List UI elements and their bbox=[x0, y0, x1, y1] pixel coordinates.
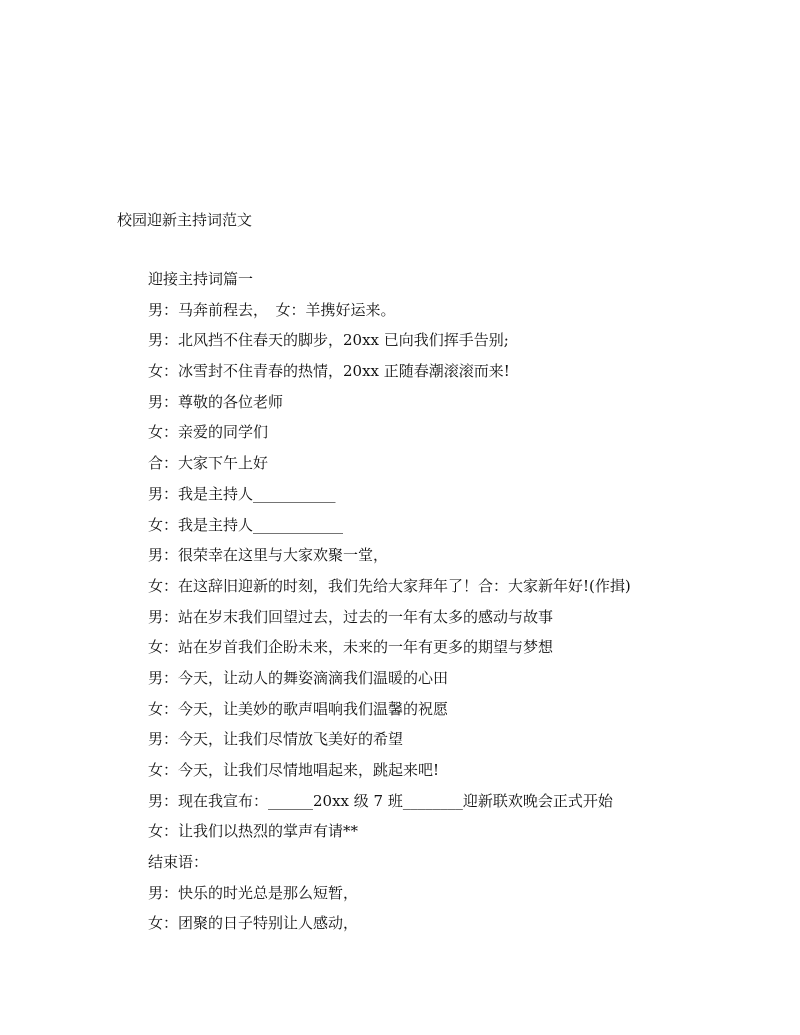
script-line: 女：让我们以热烈的掌声有请** bbox=[148, 822, 359, 841]
section-heading: 结束语： bbox=[148, 853, 209, 872]
script-line: 男：今天，让动人的舞姿滴滴我们温暖的心田 bbox=[148, 668, 449, 687]
script-line: 女：今天，让美妙的歌声唱响我们温馨的祝愿 bbox=[148, 699, 449, 718]
script-line: 女：站在岁首我们企盼未来，未来的一年有更多的期望与梦想 bbox=[148, 638, 554, 657]
script-line: 男：我是主持人___________ bbox=[148, 484, 336, 503]
script-line: 男：今天，让我们尽情放飞美好的希望 bbox=[148, 730, 404, 749]
script-line: 男：尊敬的各位老师 bbox=[148, 392, 284, 411]
script-line: 合：大家下午上好 bbox=[148, 454, 269, 473]
script-line: 男：快乐的时光总是那么短暂， bbox=[148, 883, 359, 902]
script-line: 男：很荣幸在这里与大家欢聚一堂， bbox=[148, 546, 389, 565]
script-line: 女：冰雪封不住青春的热情，20xx 正随春潮滚滚而来! bbox=[148, 362, 510, 381]
script-line: 女：在这辞旧迎新的时刻，我们先给大家拜年了！合：大家新年好!(作揖) bbox=[148, 576, 631, 595]
script-line: 男：北风挡不住春天的脚步，20xx 已向我们挥手告别; bbox=[148, 331, 509, 350]
script-line: 男：现在我宣布：______20xx 级 7 班________迎新联欢晚会正式开始 bbox=[148, 791, 613, 810]
document-title: 校园迎新主持词范文 bbox=[117, 211, 253, 229]
script-line: 女：今天，让我们尽情地唱起来，跳起来吧! bbox=[148, 761, 440, 779]
script-line: 男：站在岁末我们回望过去，过去的一年有太多的感动与故事 bbox=[148, 607, 554, 626]
script-line: 女：团聚的日子特别让人感动， bbox=[148, 914, 359, 933]
section-heading: 迎接主持词篇一 bbox=[148, 270, 254, 288]
script-line: 女：我是主持人____________ bbox=[148, 515, 344, 534]
script-lines bbox=[148, 268, 631, 943]
script-line: 男：马奔前程去， 女：羊携好运来。 bbox=[148, 300, 396, 319]
script-line: 女：亲爱的同学们 bbox=[148, 423, 269, 442]
